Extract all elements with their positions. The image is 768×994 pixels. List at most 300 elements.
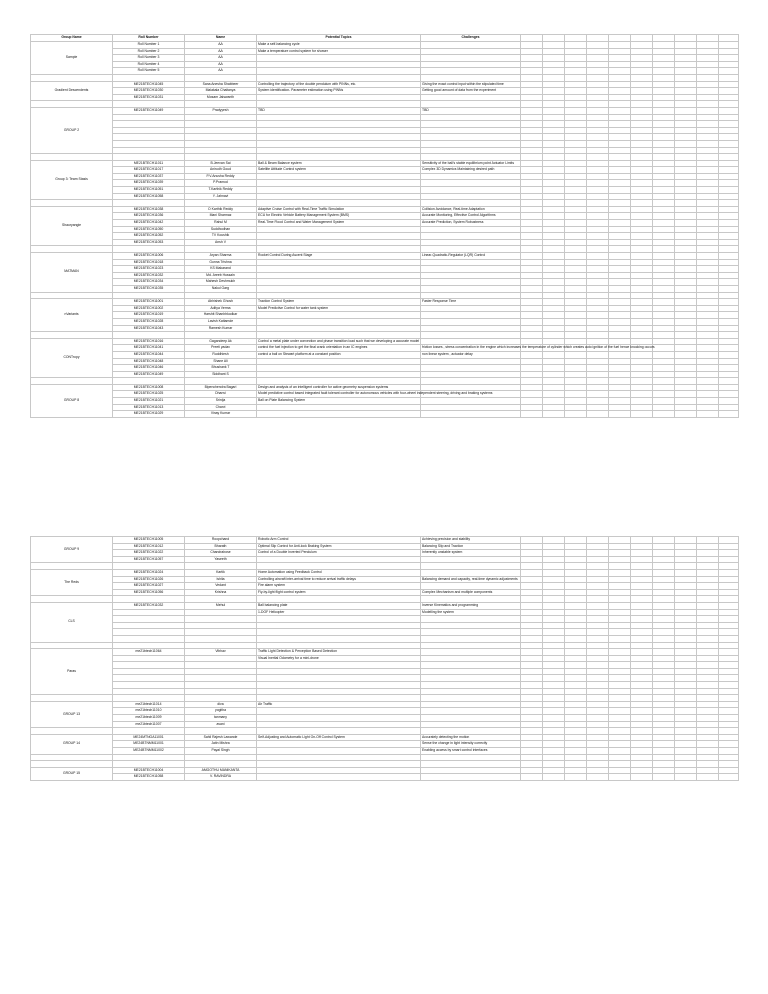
topic-cell[interactable]: Make a self-balancing cycle (257, 42, 421, 49)
cell[interactable] (543, 206, 565, 213)
cell[interactable] (719, 74, 739, 81)
topic-cell[interactable]: 1-DOF Helicopter (257, 609, 421, 616)
cell[interactable] (653, 708, 675, 715)
cell[interactable] (543, 338, 565, 345)
cell[interactable] (719, 193, 739, 200)
cell[interactable] (609, 259, 631, 266)
cell[interactable] (675, 371, 697, 378)
name-cell[interactable]: AA (185, 68, 257, 75)
cell[interactable] (719, 154, 739, 161)
cell[interactable] (675, 761, 697, 768)
cell[interactable] (719, 365, 739, 372)
cell[interactable] (719, 761, 739, 768)
cell[interactable] (697, 569, 719, 576)
cell[interactable] (631, 589, 653, 596)
cell[interactable] (609, 642, 631, 649)
cell[interactable] (631, 48, 653, 55)
topic-cell[interactable]: Controlling the trajectory of the double pendulum with PINNs, etc. (257, 81, 421, 88)
name-cell[interactable]: Mani Sharmaz (185, 213, 257, 220)
cell[interactable] (543, 715, 565, 722)
cell[interactable] (543, 305, 565, 312)
topic-cell[interactable] (257, 721, 421, 728)
cell[interactable] (521, 351, 543, 358)
cell[interactable] (609, 754, 631, 761)
cell[interactable] (653, 325, 675, 332)
cell[interactable] (719, 391, 739, 398)
cell[interactable] (653, 266, 675, 273)
cell[interactable] (653, 602, 675, 609)
cell[interactable] (565, 134, 587, 141)
cell[interactable] (521, 292, 543, 299)
cell[interactable] (719, 642, 739, 649)
cell[interactable] (719, 583, 739, 590)
cell[interactable] (421, 154, 521, 161)
topic-cell[interactable] (257, 622, 421, 629)
cell[interactable] (587, 160, 609, 167)
cell[interactable] (631, 649, 653, 656)
roll-number-cell[interactable] (113, 662, 185, 669)
cell[interactable] (543, 583, 565, 590)
name-cell[interactable]: Vedant (185, 583, 257, 590)
cell[interactable] (719, 305, 739, 312)
cell[interactable] (653, 253, 675, 260)
cell[interactable] (653, 622, 675, 629)
name-cell[interactable]: TV Koushik (185, 233, 257, 240)
cell[interactable] (257, 200, 421, 207)
group-name-cell[interactable]: GROUP 14 (31, 734, 113, 754)
cell[interactable] (719, 68, 739, 75)
cell[interactable] (609, 748, 631, 755)
cell[interactable] (587, 754, 609, 761)
cell[interactable] (565, 563, 587, 570)
cell[interactable] (719, 318, 739, 325)
cell[interactable] (631, 662, 653, 669)
cell[interactable] (675, 279, 697, 286)
cell[interactable] (609, 101, 631, 108)
roll-number-cell[interactable]: me21btech11064 (113, 649, 185, 656)
cell[interactable] (719, 556, 739, 563)
cell[interactable] (565, 358, 587, 365)
cell[interactable] (565, 642, 587, 649)
cell[interactable] (565, 715, 587, 722)
cell[interactable] (697, 94, 719, 101)
cell[interactable] (185, 200, 257, 207)
cell[interactable] (185, 332, 257, 339)
cell[interactable] (653, 609, 675, 616)
cell[interactable] (631, 411, 653, 418)
cell[interactable] (631, 206, 653, 213)
name-cell[interactable]: Yaseeth (185, 556, 257, 563)
cell[interactable] (587, 88, 609, 95)
cell[interactable] (565, 378, 587, 385)
cell[interactable] (587, 537, 609, 544)
name-cell[interactable]: V. RAVINDRA (185, 774, 257, 781)
cell[interactable] (719, 721, 739, 728)
cell[interactable] (631, 537, 653, 544)
cell[interactable] (719, 622, 739, 629)
challenge-cell[interactable] (421, 94, 521, 101)
cell[interactable] (565, 741, 587, 748)
cell[interactable] (543, 299, 565, 306)
cell[interactable] (113, 378, 185, 385)
cell[interactable] (521, 543, 543, 550)
cell[interactable] (653, 180, 675, 187)
cell[interactable] (675, 728, 697, 735)
cell[interactable] (543, 226, 565, 233)
cell[interactable] (521, 61, 543, 68)
cell[interactable] (565, 88, 587, 95)
cell[interactable] (719, 715, 739, 722)
topic-cell[interactable]: ECU for Electric Vehicle Battery Management System (BMS) (257, 213, 421, 220)
cell[interactable] (653, 233, 675, 240)
topic-cell[interactable] (257, 404, 421, 411)
name-cell[interactable]: Gunna Trishna (185, 259, 257, 266)
cell[interactable] (565, 609, 587, 616)
cell[interactable] (521, 384, 543, 391)
cell[interactable] (653, 55, 675, 62)
cell[interactable] (543, 147, 565, 154)
cell[interactable] (653, 642, 675, 649)
cell[interactable] (697, 180, 719, 187)
cell[interactable] (113, 101, 185, 108)
cell[interactable] (521, 206, 543, 213)
cell[interactable] (587, 675, 609, 682)
cell[interactable] (185, 563, 257, 570)
topic-cell[interactable] (257, 259, 421, 266)
challenge-cell[interactable]: Accurately detecting the motion (421, 734, 521, 741)
cell[interactable] (631, 715, 653, 722)
cell[interactable] (675, 583, 697, 590)
cell[interactable] (609, 365, 631, 372)
challenge-cell[interactable] (421, 318, 521, 325)
cell[interactable] (609, 140, 631, 147)
cell[interactable] (609, 42, 631, 49)
cell[interactable] (631, 358, 653, 365)
challenge-cell[interactable] (421, 285, 521, 292)
cell[interactable] (609, 404, 631, 411)
cell[interactable] (653, 239, 675, 246)
cell[interactable] (565, 338, 587, 345)
cell[interactable] (719, 140, 739, 147)
cell[interactable] (697, 371, 719, 378)
cell[interactable] (653, 292, 675, 299)
cell[interactable] (609, 351, 631, 358)
name-cell[interactable] (185, 147, 257, 154)
challenge-cell[interactable] (421, 121, 521, 128)
cell[interactable] (697, 629, 719, 636)
group-name-cell[interactable]: Sample (31, 42, 113, 75)
challenge-cell[interactable]: Sensitivity of the ball's stable equilibrium point Actuator Limits (421, 160, 521, 167)
cell[interactable] (653, 576, 675, 583)
challenge-cell[interactable] (421, 259, 521, 266)
cell[interactable] (631, 127, 653, 134)
challenge-cell[interactable] (421, 312, 521, 319)
cell[interactable] (543, 596, 565, 603)
cell[interactable] (719, 351, 739, 358)
name-cell[interactable]: AMGOTHU MANIKANTA (185, 767, 257, 774)
cell[interactable] (697, 708, 719, 715)
cell[interactable] (543, 35, 565, 42)
topic-cell[interactable]: Ball on Plate Balancing System (257, 398, 421, 405)
cell[interactable] (697, 715, 719, 722)
cell[interactable] (587, 42, 609, 49)
cell[interactable] (543, 48, 565, 55)
cell[interactable] (675, 114, 697, 121)
cell[interactable] (675, 616, 697, 623)
cell[interactable] (675, 358, 697, 365)
cell[interactable] (609, 127, 631, 134)
cell[interactable] (653, 635, 675, 642)
challenge-cell[interactable]: Linear-Quadratic-Regulator (LQR) Control (421, 253, 521, 260)
cell[interactable] (653, 616, 675, 623)
cell[interactable] (675, 107, 697, 114)
cell[interactable] (257, 728, 421, 735)
roll-number-cell[interactable]: ME21BTECH11051 (113, 187, 185, 194)
cell[interactable] (719, 635, 739, 642)
topic-cell[interactable]: TBD (257, 107, 421, 114)
cell[interactable] (697, 160, 719, 167)
cell[interactable] (521, 180, 543, 187)
cell[interactable] (697, 668, 719, 675)
cell[interactable] (543, 173, 565, 180)
cell[interactable] (543, 61, 565, 68)
cell[interactable] (543, 325, 565, 332)
cell[interactable] (653, 728, 675, 735)
topic-cell[interactable]: Model Predictive Control for water tank system (257, 305, 421, 312)
cell[interactable] (565, 556, 587, 563)
cell[interactable] (565, 675, 587, 682)
cell[interactable] (719, 662, 739, 669)
cell[interactable] (697, 695, 719, 702)
topic-cell[interactable]: Fly-by-light flight control system (257, 589, 421, 596)
cell[interactable] (675, 94, 697, 101)
cell[interactable] (565, 649, 587, 656)
cell[interactable] (543, 701, 565, 708)
roll-number-cell[interactable]: ME21BTECH11053 (113, 239, 185, 246)
topic-cell[interactable] (257, 668, 421, 675)
topic-cell[interactable]: Real-Time Flood Control and Water Management System (257, 220, 421, 227)
cell[interactable] (631, 741, 653, 748)
cell[interactable] (609, 583, 631, 590)
cell[interactable] (719, 187, 739, 194)
cell[interactable] (521, 167, 543, 174)
cell[interactable] (543, 609, 565, 616)
cell[interactable] (719, 404, 739, 411)
cell[interactable] (631, 160, 653, 167)
cell[interactable] (631, 378, 653, 385)
name-cell[interactable]: Dhanvi (185, 391, 257, 398)
cell[interactable] (587, 550, 609, 557)
name-cell[interactable]: Srinija (185, 398, 257, 405)
cell[interactable] (697, 345, 719, 352)
cell[interactable] (675, 365, 697, 372)
cell[interactable] (543, 253, 565, 260)
cell[interactable] (521, 695, 543, 702)
cell[interactable] (565, 193, 587, 200)
cell[interactable] (257, 154, 421, 161)
cell[interactable] (257, 563, 421, 570)
cell[interactable] (587, 378, 609, 385)
cell[interactable] (521, 94, 543, 101)
cell[interactable] (609, 543, 631, 550)
cell[interactable] (631, 167, 653, 174)
cell[interactable] (543, 774, 565, 781)
cell[interactable] (719, 734, 739, 741)
cell[interactable] (697, 206, 719, 213)
cell[interactable] (31, 200, 113, 207)
cell[interactable] (653, 318, 675, 325)
cell[interactable] (653, 550, 675, 557)
cell[interactable] (543, 695, 565, 702)
challenge-cell[interactable]: Accurate Prediction, System Robustness (421, 220, 521, 227)
group-name-cell[interactable]: Group 3: Team Stasis (31, 160, 113, 200)
roll-number-cell[interactable]: ME21BTECH11045 (113, 81, 185, 88)
cell[interactable] (631, 398, 653, 405)
cell[interactable] (653, 48, 675, 55)
cell[interactable] (565, 253, 587, 260)
cell[interactable] (675, 609, 697, 616)
cell[interactable] (631, 688, 653, 695)
cell[interactable] (31, 695, 113, 702)
cell[interactable] (565, 371, 587, 378)
name-cell[interactable]: Sana Anesha Shabbeer (185, 81, 257, 88)
cell[interactable] (631, 543, 653, 550)
cell[interactable] (653, 285, 675, 292)
topic-cell[interactable]: Adaptive Cruise Control with Real-Time Traffic Simulation (257, 206, 421, 213)
cell[interactable] (521, 266, 543, 273)
cell[interactable] (697, 537, 719, 544)
topic-cell[interactable] (257, 748, 421, 755)
roll-number-cell[interactable]: ME24MTNGA11001 (113, 734, 185, 741)
topic-cell[interactable] (257, 239, 421, 246)
cell[interactable] (609, 384, 631, 391)
cell[interactable] (697, 121, 719, 128)
topic-cell[interactable]: Control of a Double Inverted Pendulum (257, 550, 421, 557)
cell[interactable] (609, 668, 631, 675)
cell[interactable] (719, 167, 739, 174)
roll-number-cell[interactable]: ME21BTECH11056 (113, 589, 185, 596)
cell[interactable] (543, 140, 565, 147)
cell[interactable] (653, 767, 675, 774)
cell[interactable] (697, 88, 719, 95)
cell[interactable] (631, 682, 653, 689)
cell[interactable] (631, 761, 653, 768)
cell[interactable] (609, 325, 631, 332)
cell[interactable] (565, 721, 587, 728)
cell[interactable] (653, 134, 675, 141)
cell[interactable] (697, 285, 719, 292)
cell[interactable] (631, 728, 653, 735)
name-cell[interactable]: AA (185, 48, 257, 55)
challenge-cell[interactable] (421, 668, 521, 675)
roll-number-cell[interactable]: ME21BTECH11039 (113, 180, 185, 187)
cell[interactable] (653, 200, 675, 207)
cell[interactable] (565, 266, 587, 273)
cell[interactable] (587, 576, 609, 583)
cell[interactable] (587, 708, 609, 715)
cell[interactable] (31, 74, 113, 81)
cell[interactable] (113, 246, 185, 253)
cell[interactable] (653, 589, 675, 596)
cell[interactable] (697, 101, 719, 108)
topic-cell[interactable] (257, 325, 421, 332)
cell[interactable] (697, 411, 719, 418)
cell[interactable] (565, 662, 587, 669)
roll-number-cell[interactable] (113, 668, 185, 675)
cell[interactable] (257, 642, 421, 649)
cell[interactable] (565, 226, 587, 233)
cell[interactable] (631, 583, 653, 590)
cell[interactable] (697, 226, 719, 233)
cell[interactable] (719, 371, 739, 378)
challenge-cell[interactable] (421, 187, 521, 194)
cell[interactable] (543, 193, 565, 200)
cell[interactable] (609, 114, 631, 121)
cell[interactable] (697, 279, 719, 286)
topic-cell[interactable] (257, 272, 421, 279)
name-cell[interactable]: Mahesh Deshmukh (185, 279, 257, 286)
cell[interactable] (587, 55, 609, 62)
cell[interactable] (675, 173, 697, 180)
cell[interactable] (609, 253, 631, 260)
cell[interactable] (609, 279, 631, 286)
cell[interactable] (631, 404, 653, 411)
cell[interactable] (697, 675, 719, 682)
cell[interactable] (185, 642, 257, 649)
cell[interactable] (543, 42, 565, 49)
roll-number-cell[interactable]: ME21BTECH11026 (113, 576, 185, 583)
cell[interactable] (631, 42, 653, 49)
cell[interactable] (31, 378, 113, 385)
cell[interactable] (421, 332, 521, 339)
cell[interactable] (609, 649, 631, 656)
cell[interactable] (565, 94, 587, 101)
group-name-cell[interactable]: GROUP 2 (31, 107, 113, 153)
cell[interactable] (587, 305, 609, 312)
cell[interactable] (675, 715, 697, 722)
name-cell[interactable] (185, 635, 257, 642)
cell[interactable] (565, 173, 587, 180)
cell[interactable] (653, 61, 675, 68)
cell[interactable] (653, 35, 675, 42)
cell[interactable] (675, 404, 697, 411)
cell[interactable] (653, 365, 675, 372)
cell[interactable] (631, 767, 653, 774)
cell[interactable] (697, 721, 719, 728)
challenge-cell[interactable]: Enabling access by smart control interfaces (421, 748, 521, 755)
cell[interactable] (609, 173, 631, 180)
cell[interactable] (521, 728, 543, 735)
cell[interactable] (521, 635, 543, 642)
cell[interactable] (587, 147, 609, 154)
cell[interactable] (719, 398, 739, 405)
topic-cell[interactable]: Robotic Arm Control (257, 537, 421, 544)
cell[interactable] (609, 721, 631, 728)
cell[interactable] (543, 167, 565, 174)
cell[interactable] (697, 556, 719, 563)
cell[interactable] (719, 596, 739, 603)
cell[interactable] (521, 642, 543, 649)
cell[interactable] (543, 88, 565, 95)
cell[interactable] (653, 107, 675, 114)
challenge-cell[interactable] (421, 114, 521, 121)
cell[interactable] (631, 708, 653, 715)
cell[interactable] (543, 748, 565, 755)
cell[interactable] (653, 682, 675, 689)
topic-cell[interactable]: Make a temperature control system for shower (257, 48, 421, 55)
cell[interactable] (675, 332, 697, 339)
challenge-cell[interactable] (421, 233, 521, 240)
